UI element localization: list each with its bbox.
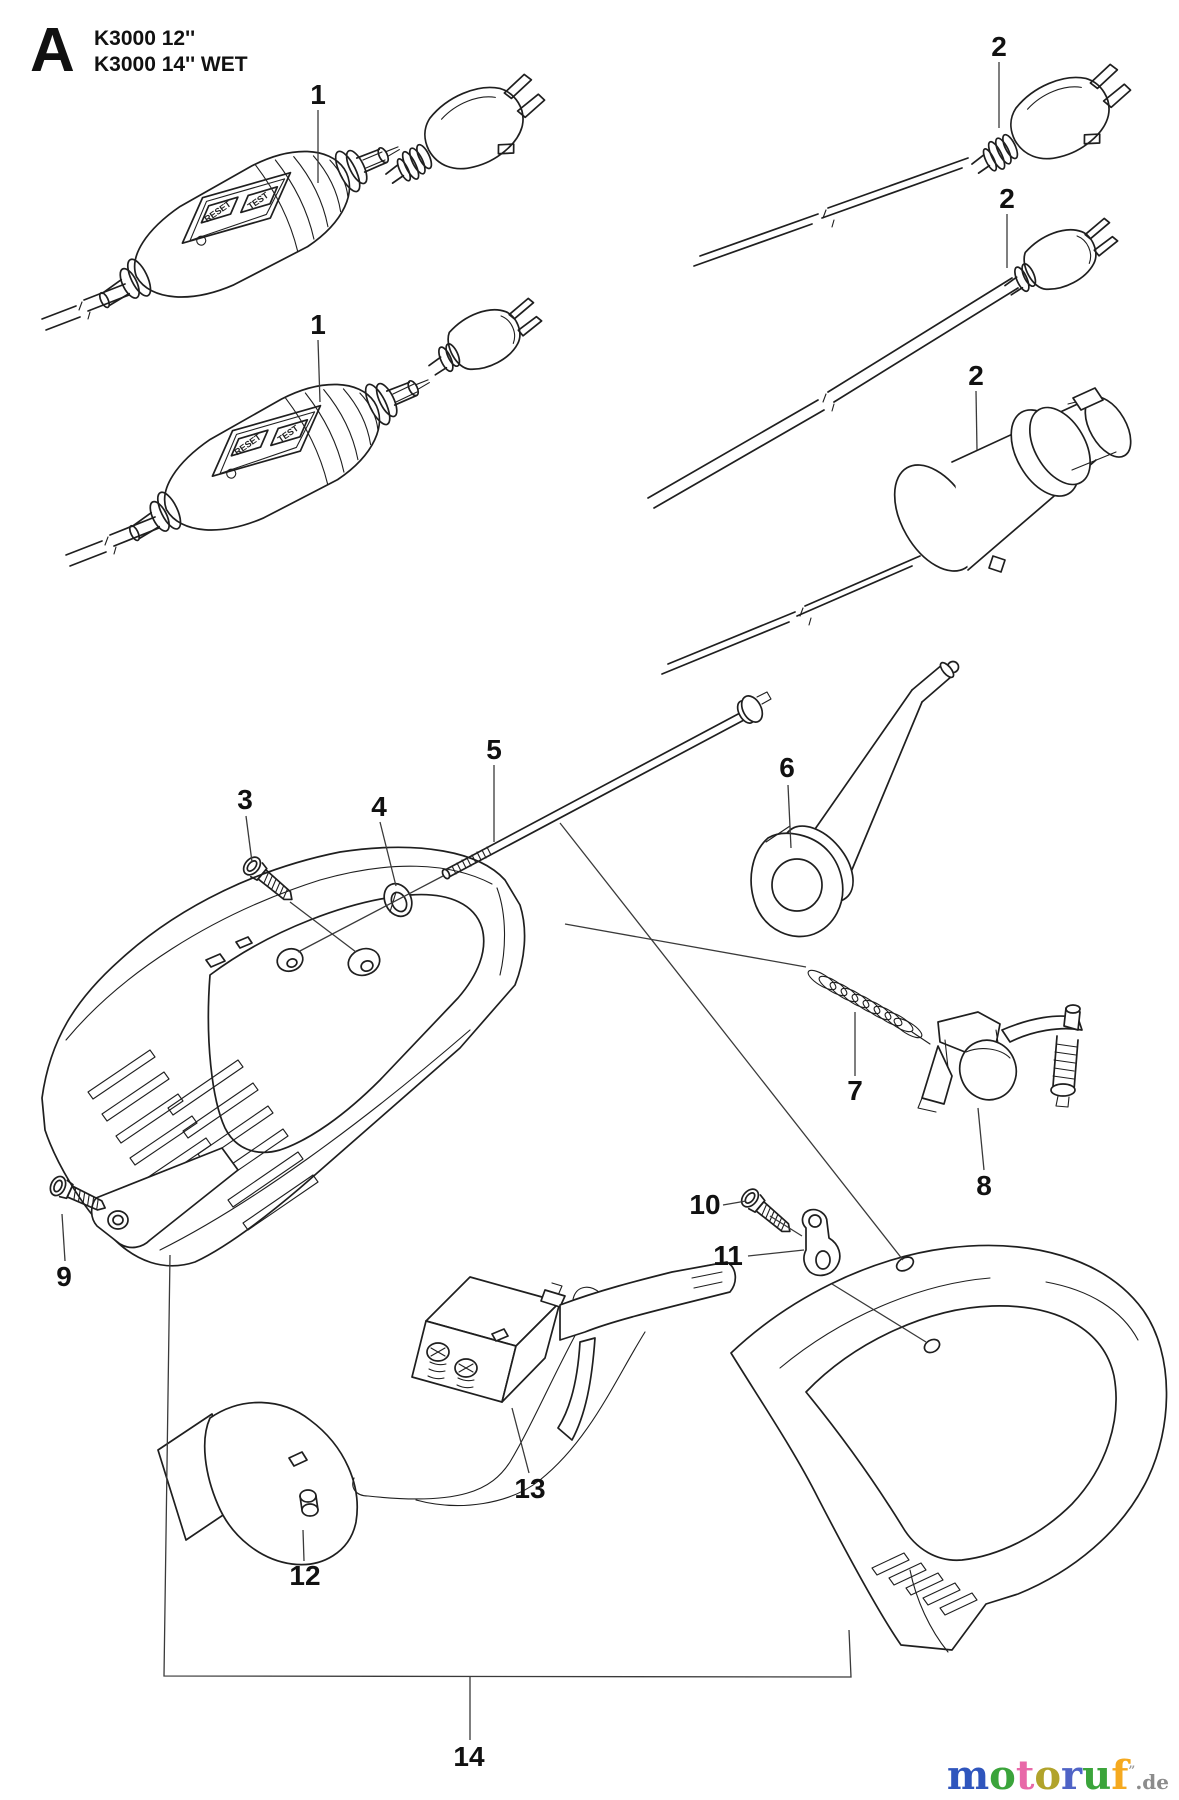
logo-letter: o xyxy=(989,1752,1016,1799)
part5-throttle-rod-illustration xyxy=(441,692,771,880)
model-title xyxy=(94,26,248,77)
gfci-test-button-label: TEST xyxy=(245,190,271,212)
part-label-9: 9 xyxy=(56,1261,72,1292)
gfci-reset-button-label: RESET xyxy=(202,198,233,225)
part-label-7: 7 xyxy=(847,1075,863,1106)
logo-tm-mark: ” xyxy=(1128,1763,1136,1778)
part2-euro-plug-illustration xyxy=(694,52,1145,266)
motor-housing-half-illustration xyxy=(42,847,525,1265)
gfci-test-button-label: TEST xyxy=(275,423,301,445)
part-label-2b: 2 xyxy=(999,183,1015,214)
part7-spring-illustration xyxy=(806,967,930,1044)
part-label-1b: 1 xyxy=(310,309,326,340)
part-label-8: 8 xyxy=(976,1170,992,1201)
part-label-2a: 2 xyxy=(991,31,1007,62)
part-label-4: 4 xyxy=(371,791,387,822)
part14-rear-handle-illustration xyxy=(731,1246,1167,1652)
logo-letter: u xyxy=(1082,1752,1112,1799)
logo-letter: f xyxy=(1111,1752,1129,1799)
part11-link-lever-illustration xyxy=(803,1210,840,1276)
logo-letter: t xyxy=(1015,1752,1035,1799)
part-label-14: 14 xyxy=(453,1741,485,1772)
part10-screw-illustration xyxy=(738,1186,796,1239)
section-letter: A xyxy=(30,16,75,85)
part6-strain-relief-cone-illustration xyxy=(751,661,958,937)
logo-letter: o xyxy=(1034,1752,1062,1799)
motoruf-logo xyxy=(946,1752,1169,1799)
part-label-12: 12 xyxy=(289,1560,321,1591)
model-line-1: K3000 12'' xyxy=(94,27,196,50)
model-line-2: K3000 14'' WET xyxy=(94,52,248,76)
gfci-reset-button-label: RESET xyxy=(232,431,263,458)
part8-trigger-lockout-illustration xyxy=(918,1005,1082,1112)
part-label-13: 13 xyxy=(514,1473,546,1504)
logo-letter: r xyxy=(1061,1752,1083,1799)
part-label-1a: 1 xyxy=(310,79,326,110)
part-label-10: 10 xyxy=(689,1189,721,1220)
part-label-3: 3 xyxy=(237,784,253,815)
part-label-6: 6 xyxy=(779,752,795,783)
logo-domain-suffix: .de xyxy=(1135,1770,1169,1794)
logo-letter: m xyxy=(946,1752,990,1799)
part-label-5: 5 xyxy=(486,734,502,765)
part-label-11: 11 xyxy=(713,1240,743,1271)
part-label-2c: 2 xyxy=(968,360,984,391)
part1-gfci-assembly-top-illustration xyxy=(42,62,559,340)
part2-cee-connector-illustration xyxy=(662,388,1140,674)
part1-gfci-assembly-bottom-illustration xyxy=(66,290,550,573)
part13-switch-illustration xyxy=(412,1262,735,1440)
